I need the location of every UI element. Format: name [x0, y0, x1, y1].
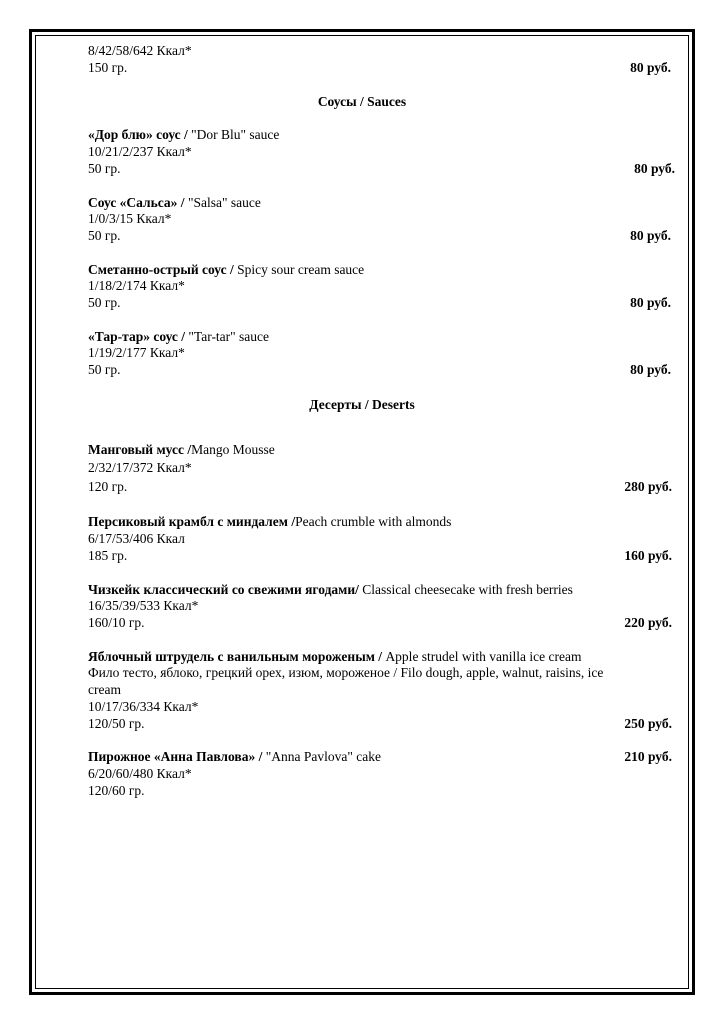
menu-item-title	[88, 262, 364, 278]
item-weight: 120/60 гр.	[88, 783, 145, 798]
item-kcal: 1/19/2/177 Ккал*	[88, 345, 185, 360]
item-price: 80 руб.	[630, 295, 671, 310]
menu-item-title	[88, 749, 381, 765]
item-price: 160 руб.	[624, 548, 672, 563]
menu-item-title	[88, 329, 269, 345]
item-description-cont: cream	[88, 682, 121, 697]
item-price: 80 руб.	[630, 228, 671, 243]
item-name-en: Apple strudel with vanilla ice cream	[382, 649, 582, 664]
item-kcal: 10/17/36/334 Ккал*	[88, 699, 199, 714]
item-kcal: 1/0/3/15 Ккал*	[88, 211, 172, 226]
item-name-ru: Сметанно-острый соус /	[88, 262, 234, 277]
item-kcal: 10/21/2/237 Ккал*	[88, 144, 192, 159]
item-name-ru: «Тар-тар» соус /	[88, 329, 186, 344]
item-price: 80 руб.	[630, 362, 671, 377]
item-name-en: Spicy sour cream sauce	[233, 262, 365, 277]
item-name-ru: Соус «Сальса» /	[88, 195, 185, 210]
item-name-en: "Dor Blu" sauce	[187, 127, 280, 142]
item-name-en: "Tar-tar" sauce	[185, 329, 270, 344]
item-name-en: "Anna Pavlova" cake	[262, 749, 381, 764]
menu-item-title	[88, 195, 261, 211]
menu-item-title	[88, 127, 279, 143]
item-weight: 160/10 гр.	[88, 615, 145, 630]
item-name-ru: Манговый мусс /	[88, 442, 192, 457]
item-price: 80 руб.	[634, 161, 675, 176]
item-kcal: 6/17/53/406 Ккал	[88, 531, 185, 546]
item-weight: 50 гр.	[88, 295, 121, 310]
page-border-inner	[35, 35, 689, 989]
item-name-en: Peach crumble with almonds	[295, 514, 452, 529]
menu-item-title	[88, 514, 451, 530]
item-name-en: "Salsa" sauce	[184, 195, 261, 210]
item-name-ru: Пирожное «Анна Павлова» /	[88, 749, 263, 764]
item-weight: 50 гр.	[88, 362, 121, 377]
item-name-ru: «Дор блю» соус /	[88, 127, 188, 142]
item-price: 220 руб.	[624, 615, 672, 630]
item-name-en: Mango Mousse	[191, 442, 275, 457]
item-price: 210 руб.	[624, 749, 672, 764]
item-kcal: 1/18/2/174 Ккал*	[88, 278, 185, 293]
menu-item-title	[88, 442, 275, 458]
item-description: Фило тесто, яблоко, грецкий орех, изюм, мороженое / Filo dough, apple, walnut, raisins, ice	[88, 665, 604, 680]
top-item-kcal: 8/42/58/642 Ккал*	[88, 43, 192, 58]
item-name-ru: Чизкейк классический со свежими ягодами/	[88, 582, 359, 597]
menu-item-title	[88, 582, 573, 598]
item-weight: 50 гр.	[88, 228, 121, 243]
item-price: 250 руб.	[624, 716, 672, 731]
top-item-price: 80 руб.	[630, 60, 671, 75]
section-heading-sauces: Соусы / Sauces	[317, 94, 407, 109]
top-item-weight: 150 гр.	[88, 60, 128, 75]
item-kcal: 16/35/39/533 Ккал*	[88, 598, 199, 613]
item-price: 280 руб.	[624, 479, 672, 494]
item-name-en: Classical cheesecake with fresh berries	[358, 582, 573, 597]
menu-item-title	[88, 649, 582, 665]
item-weight: 185 гр.	[88, 548, 128, 563]
item-name-ru: Яблочный штрудель с ванильным мороженым /	[88, 649, 383, 664]
item-kcal: 2/32/17/372 Ккал*	[88, 460, 192, 475]
item-weight: 120/50 гр.	[88, 716, 145, 731]
item-kcal: 6/20/60/480 Ккал*	[88, 766, 192, 781]
item-weight: 120 гр.	[88, 479, 128, 494]
item-name-ru: Персиковый крамбл с миндалем /	[88, 514, 296, 529]
section-heading-desserts: Десерты / Deserts	[309, 397, 415, 412]
item-weight: 50 гр.	[88, 161, 121, 176]
